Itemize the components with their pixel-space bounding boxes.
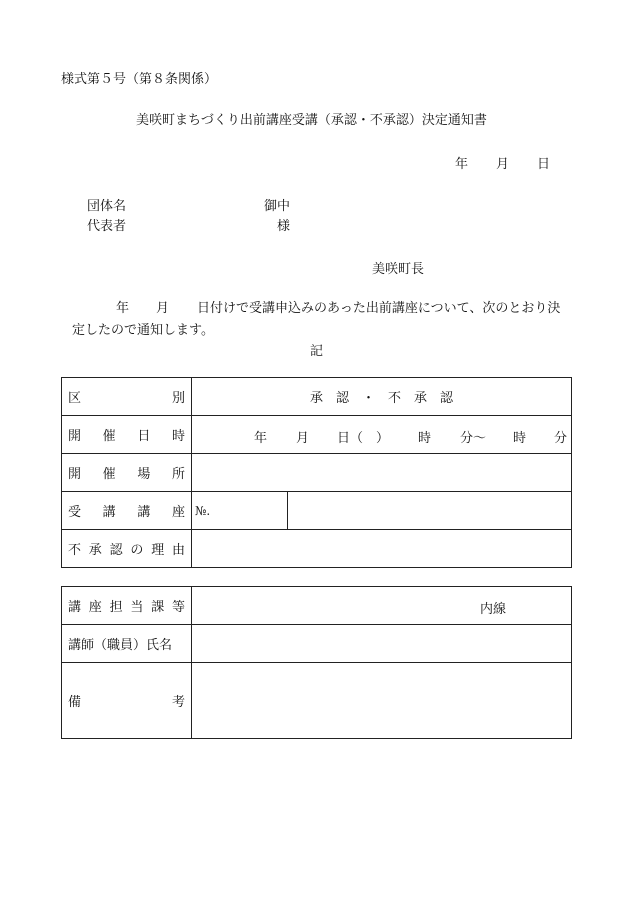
- document-title: 美咲町まちづくり出前講座受講（承認・不承認）決定通知書: [136, 113, 487, 128]
- representative-honorific: 様: [277, 219, 291, 234]
- venue-label: 開 催 場 所: [62, 454, 192, 492]
- table-row-course: [62, 492, 572, 530]
- form-number: 様式第５号（第８条関係）: [61, 72, 218, 87]
- body-month: 月: [156, 301, 170, 316]
- venue-value: [192, 454, 572, 492]
- representative-label: 代表者: [87, 219, 127, 234]
- table-row-datetime: [62, 416, 572, 454]
- category-value: 承 認 ・ 不 承 認: [192, 378, 572, 416]
- ki-heading: 記: [310, 344, 324, 359]
- date-year: 年: [455, 157, 469, 172]
- reason-label: 不 承 認 の 理 由: [62, 530, 192, 568]
- table-row-reason: [62, 530, 572, 568]
- decision-table: [61, 377, 572, 568]
- body-year: 年: [116, 301, 130, 316]
- reason-value: [192, 530, 572, 568]
- course-number: №.: [192, 492, 288, 530]
- table-row-dept: [62, 587, 572, 625]
- remarks-label: 備 考: [62, 663, 192, 739]
- table-row-remarks: [62, 663, 572, 739]
- remarks-value: [192, 663, 572, 739]
- date-day: 日: [537, 157, 551, 172]
- category-label: 区 別: [62, 378, 192, 416]
- datetime-value: 年 月 日（ ） 時 分〜 時 分: [192, 416, 572, 454]
- lecturer-label: 講師（職員）氏名: [62, 625, 192, 663]
- group-name-label: 団体名: [87, 199, 127, 214]
- body-text-line1: 日付けで受講申込みのあった出前講座について、次のとおり決: [197, 301, 561, 316]
- contact-table: [61, 586, 572, 739]
- table-row-category: [62, 378, 572, 416]
- body-text-line2: 定したので通知します。: [72, 323, 214, 338]
- table-row-venue: [62, 454, 572, 492]
- dept-label: 講 座 担 当 課 等: [62, 587, 192, 625]
- extension-label: 内線: [480, 602, 507, 617]
- course-label: 受 講 講 座: [62, 492, 192, 530]
- sender-name: 美咲町長: [372, 262, 425, 277]
- datetime-label: 開 催 日 時: [62, 416, 192, 454]
- table-row-lecturer: [62, 625, 572, 663]
- date-month: 月: [496, 157, 510, 172]
- group-honorific: 御中: [264, 199, 291, 214]
- dept-value: [192, 587, 572, 625]
- lecturer-value: [192, 625, 572, 663]
- course-name: [288, 492, 572, 530]
